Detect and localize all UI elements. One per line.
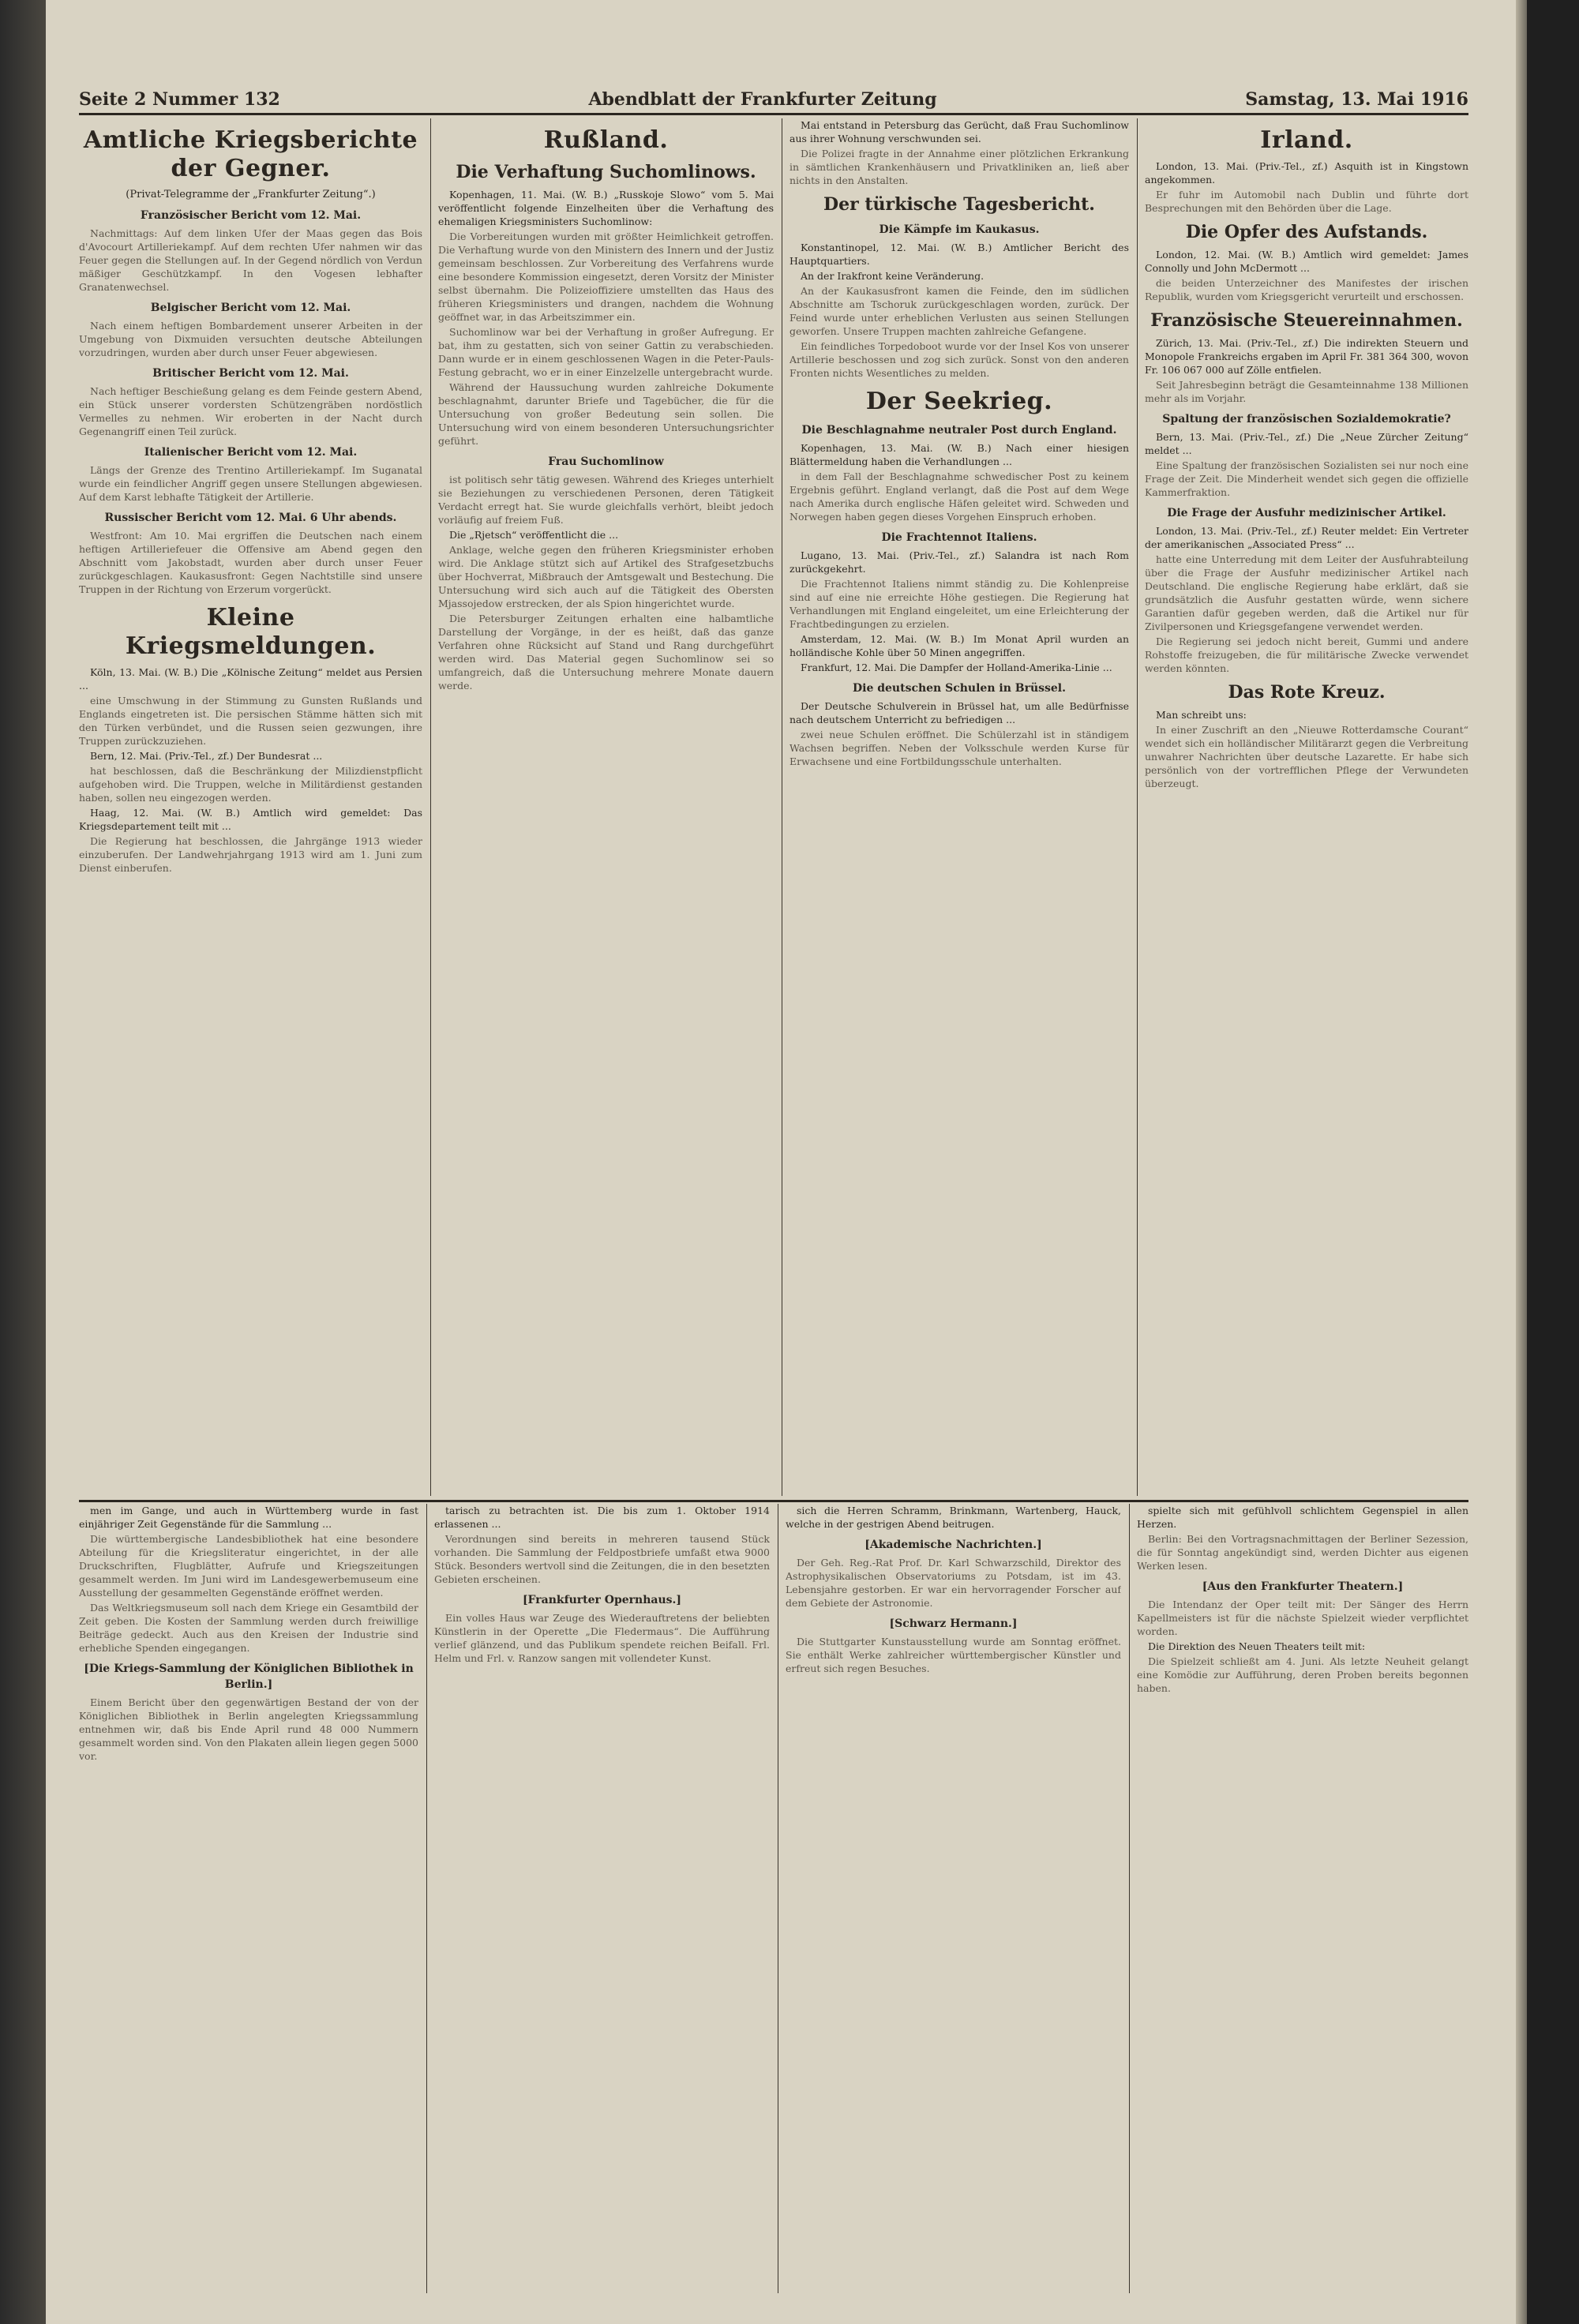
body-text: sich die Herren Schramm, Brinkmann, Wartenberg, Hauck, welche in der gestrigen Abend beitrugen. (786, 1505, 1121, 1530)
scan-page-edge (1516, 0, 1527, 2324)
feuilleton-col-4 (1137, 1504, 1468, 2293)
body-text: Der Deutsche Schulverein in Brüssel hat, um alle Bedürfnisse nach deutschem Unterricht zu befriedigen ... (790, 700, 1129, 725)
body-text: Verordnungen sind bereits in mehreren tausend Stück vorhanden. Die Sammlung der Feldpostbriefe umfaßt etwa 9000 Stück. Besonders wertvoll sind die Zeitungen, die in den besetzten Gebieten erscheinen. (434, 1533, 770, 1585)
column-1 (79, 118, 422, 1496)
section-heading: Britischer Bericht vom 12. Mai. (152, 367, 349, 380)
column-rule (1137, 118, 1138, 1496)
section-heading: [Schwarz Hermann.] (889, 1617, 1018, 1630)
article-subtitle: Die Opfer des Aufstands. (1185, 222, 1428, 242)
body-text: Die Spielzeit schließt am 4. Juni. Als letzte Neuheit gelangt eine Komödie zur Aufführung, deren Proben bereits begonnen haben. (1137, 1655, 1468, 1694)
article-subtitle: (Privat-Telegramme der „Frankfurter Zeitung“.) (126, 189, 376, 201)
article-title: Rußland. (543, 126, 669, 154)
body-text: hatte eine Unterredung mit dem Leiter der Ausfuhrabteilung über die Frage der Ausfuhr medizinischer Artikel nach Deutschland. Die englische Regierung habe erklärt, daß sie grundsätzlich die Ausfuhr gestatten würde, wenn sichere Garantien dafür gegeben werden, daß die Artikel nur für Zivilpersonen und Kriegsgefangene verwendet werden. (1145, 553, 1468, 632)
body-text: Zürich, 13. Mai. (Priv.-Tel., zf.) Die indirekten Steuern und Monopole Frankreichs ergaben im April Fr. 381 364 300, wovon Fr. 106 067 000 auf Zölle entfielen. (1145, 337, 1468, 376)
article-subtitle: Französische Steuereinnahmen. (1150, 310, 1463, 331)
article-subtitle: Die deutschen Schulen in Brüssel. (852, 682, 1067, 695)
body-text: Eine Spaltung der französischen Sozialisten sei nur noch eine Frage der Zeit. Die Minderheit wendet sich gegen die offizielle Kammerfraktion. (1145, 459, 1468, 498)
body-text: Das Weltkriegsmuseum soll nach dem Kriege ein Gesamtbild der Zeit geben. Die Kosten der Sammlung werden durch freiwillige Beiträge gedeckt. Auch aus den Kreisen der Industrie sind erhebliche Spenden eingegangen. (79, 1602, 418, 1654)
article-subtitle: Das Rote Kreuz. (1228, 682, 1386, 703)
body-text: Berlin: Bei den Vortragsnachmittagen der Berliner Sezession, die für Sonntag angekündigt sind, werden Dichter aus eigenen Werken lesen. (1137, 1533, 1468, 1572)
body-text: tarisch zu betrachten ist. Die bis zum 1. Oktober 1914 erlassenen ... (434, 1505, 770, 1530)
article-subtitle: Die Beschlagnahme neutraler Post durch England. (801, 424, 1117, 437)
article-subtitle: Die Kämpfe im Kaukasus. (879, 223, 1040, 236)
feuilleton-col-1 (79, 1504, 418, 2293)
body-text: Kopenhagen, 11. Mai. (W. B.) „Russkoje Slowo“ vom 5. Mai veröffentlicht folgende Einzelheiten über die Verhaftung des ehemaligen Kriegsministers Suchomlinow: (438, 189, 774, 227)
section-heading: Französischer Bericht vom 12. Mai. (140, 209, 362, 222)
column-2 (438, 118, 774, 1496)
article-subtitle: Die Frage der Ausfuhr medizinischer Artikel. (1167, 507, 1446, 519)
body-text: Man schreibt uns: (1156, 709, 1247, 721)
body-text: Die Regierung sei jedoch nicht bereit, Gummi und andere Rohstoffe freizugeben, die für militärische Zwecke verwendet werden könnten. (1145, 635, 1468, 674)
body-text: die beiden Unterzeichner des Manifestes der irischen Republik, wurden vom Kriegsgericht verurteilt und erschossen. (1145, 277, 1468, 302)
body-text: Die Petersburger Zeitungen erhalten eine halbamtliche Darstellung der Vorgänge, in der es heißt, daß das ganze Verfahren ohne Rücksicht auf Stand und Rang durchgeführt werden wird. Das Material gegen Suchomlinow sei so umfangreich, daß die Untersuchung mehrere Monate dauern werde. (438, 613, 774, 692)
body-text: Die „Rjetsch“ veröffentlicht die ... (449, 529, 619, 541)
body-text: men im Gange, und auch in Württemberg wurde in fast einjähriger Zeit Gegenstände für die Sammlung ... (79, 1505, 418, 1530)
column-4 (1145, 118, 1468, 1496)
body-text: Kopenhagen, 13. Mai. (W. B.) Nach einer hiesigen Blättermeldung haben die Verhandlungen ... (790, 442, 1129, 467)
feuilleton-rule (79, 1500, 1468, 1502)
section-heading: [Aus den Frankfurter Theatern.] (1202, 1580, 1404, 1593)
section-heading: [Frankfurter Opernhaus.] (522, 1594, 682, 1606)
body-text: Nachmittags: Auf dem linken Ufer der Maas gegen das Bois d'Avocourt Artilleriekampf. Auf dem rechten Ufer nahmen wir das Feuer gegen die Stellungen auf. In der Gegend nördlich von Verdun mäßiger Geschützkampf. In den Vogesen lebhafter Granatenwechsel. (79, 227, 422, 293)
article-subtitle: Spaltung der französischen Sozialdemokratie? (1162, 413, 1451, 425)
article-title: Der Seekrieg. (865, 388, 1053, 415)
body-text: Suchomlinow war bei der Verhaftung in großer Aufregung. Er bat, ihm zu gestatten, sich von seiner Gattin zu verabschieden. Dann wurde er in einem geschlossenen Wagen in die Peter-Pauls-Festung gebracht, wo er in einer Einzelzelle untergebracht wurde. (438, 326, 774, 378)
body-text: ist politisch sehr tätig gewesen. Während des Krieges unterhielt sie Beziehungen zu verschiedenen Personen, deren Tätigkeit Verdacht erregt hat. Sie wurde gleichfalls verhört, bleibt jedoch vorläufig auf freiem Fuß. (438, 474, 774, 526)
body-text: Köln, 13. Mai. (W. B.) Die „Kölnische Zeitung“ meldet aus Persien ... (79, 666, 422, 692)
page-header (79, 87, 1468, 115)
body-text: Die Vorbereitungen wurden mit größter Heimlichkeit getroffen. Die Verhaftung wurde von den Ministern des Innern und der Justiz gemeinsam beschlossen. Zur Vorbereitung des Verfahrens wurde eine besondere Kommission eingesetzt, deren Vorsitz der Minister selbst übernahm. Die Polizeioffiziere umstellten das Haus des früheren Kriegsministers und drangen, nachdem die Wohnung geöffnet war, in das Arbeitszimmer ein. (438, 231, 774, 323)
body-text: Westfront: Am 10. Mai ergriffen die Deutschen nach einem heftigen Artilleriefeuer die Offensive am Abend gegen den Abschnitt vom Jakobstadt, wurden aber durch unser Feuer zurückgeschlagen. Kaukasusfront: Gegen Nachtstille sind unsere Truppen in der Richtung von Erzerum vorgerückt. (79, 530, 422, 595)
body-text: Frankfurt, 12. Mai. Die Dampfer der Holland-Amerika-Linie ... (801, 662, 1112, 673)
body-text: in dem Fall der Beschlagnahme schwedischer Post zu keinem Ergebnis geführt. England verlangt, daß die Post auf dem Wege nach Amerika durch englische Häfen geleitet wird. Schweden und Norwegen haben gegen dieses Vorgehen Einspruch erhoben. (790, 470, 1129, 523)
body-text: Während der Haussuchung wurden zahlreiche Dokumente beschlagnahmt, darunter Briefe und Tagebücher, die für die Untersuchung von großer Bedeutung sein sollen. Die Untersuchung wird von einem besonderen Untersuchungsrichter geführt. (438, 381, 774, 447)
body-text: Die württembergische Landesbibliothek hat eine besondere Abteilung für die Kriegsliteratur eingerichtet, in der alle Druckschriften, Flugblätter, Aufrufe und Kriegszeitungen gesammelt werden. Im Juni wird im Landesgewerbemuseum eine Ausstellung der gesammelten Gegenstände eröffnet werden. (79, 1533, 418, 1599)
body-text: In einer Zuschrift an den „Nieuwe Rotterdamsche Courant“ wendet sich ein holländischer Militärarzt gegen die Verbreitung unwahrer Nachrichten über deutsche Lazarette. Er habe sich persönlich von der vortrefflichen Pflege der Verwundeten überzeugt. (1145, 724, 1468, 789)
body-text: Ein feindliches Torpedoboot wurde vor der Insel Kos von unserer Artillerie beschossen und zog sich zurück. Sonst von den anderen Fronten nichts Wesentliches zu melden. (790, 340, 1129, 379)
body-text: An der Kaukasusfront kamen die Feinde, den im südlichen Abschnitte am Tschoruk zurückgeschlagen worden, zurück. Der Feind wurde unter erheblichen Verlusten aus seinen Stellungen geworfen. Unsere Truppen machten zahlreiche Gefangene. (790, 285, 1129, 337)
body-text: London, 13. Mai. (Priv.-Tel., zf.) Reuter meldet: Ein Vertreter der amerikanischen „Associated Press“ ... (1145, 525, 1468, 550)
body-text: Amsterdam, 12. Mai. (W. B.) Im Monat April wurden an holländische Kohle über 50 Minen angegriffen. (790, 633, 1129, 658)
article-subtitle: Die Frachtennot Italiens. (881, 531, 1037, 544)
article-title: Irland. (1260, 126, 1353, 154)
body-text: Mai entstand in Petersburg das Gerücht, daß Frau Suchomlinow aus ihrer Wohnung verschwunden sei. (790, 119, 1129, 144)
header-center: Abendblatt der Frankfurter Zeitung (588, 89, 937, 110)
header-right: Samstag, 13. Mai 1916 (1245, 89, 1468, 110)
header-left: Seite 2 Nummer 132 (79, 89, 280, 110)
body-text: Längs der Grenze des Trentino Artilleriekampf. Im Suganatal wurde ein feindlicher Angriff gegen unsere Stellungen abgewiesen. Auf dem Karst lebhafte Tätigkeit der Artillerie. (79, 464, 422, 503)
feuilleton-col-2 (434, 1504, 770, 2293)
body-text: spielte sich mit gefühlvoll schlichtem Gegenspiel in allen Herzen. (1137, 1505, 1468, 1530)
body-text: Er fuhr im Automobil nach Dublin und führte dort Besprechungen mit den Behörden über die Lage. (1145, 189, 1468, 214)
body-text: zwei neue Schulen eröffnet. Die Schülerzahl ist in ständigem Wachsen begriffen. Neben der Volksschule werden Kurse für Erwachsene und eine Fortbildungsschule unterhalten. (790, 729, 1129, 767)
section-heading: [Akademische Nachrichten.] (865, 1539, 1042, 1551)
body-text: Bern, 13. Mai. (Priv.-Tel., zf.) Die „Neue Zürcher Zeitung“ meldet ... (1145, 431, 1468, 456)
body-text: Anklage, welche gegen den früheren Kriegsminister erhoben wird. Die Anklage stützt sich auf Artikel des Strafgesetzbuchs über Hochverrat, Mißbrauch der Amtsgewalt und Bestechung. Die Untersuchung wird sich auch auf die Tätigkeit des Obersten Mjassojedow erstrecken, der als Spion hingerichtet wurde. (438, 544, 774, 609)
body-text: Seit Jahresbeginn beträgt die Gesamteinnahme 138 Millionen mehr als im Vorjahr. (1145, 379, 1468, 404)
body-text: Der Geh. Reg.-Rat Prof. Dr. Karl Schwarzschild, Direktor des Astrophysikalischen Observatoriums zu Potsdam, ist im 43. Lebensjahre gestorben. Er war ein hervorragender Forscher auf dem Gebiete der Astronomie. (786, 1557, 1121, 1609)
feuilleton-col-3 (786, 1504, 1121, 2293)
body-text: Die Frachtennot Italiens nimmt ständig zu. Die Kohlenpreise sind auf eine nie erreichte Höhe gestiegen. Die Regierung hat Verhandlungen mit England eingeleitet, um eine Erleichterung der Frachtbedingungen zu erzielen. (790, 578, 1129, 630)
body-text: Die Polizei fragte in der Annahme einer plötzlichen Erkrankung in sämtlichen Krankenhäusern und Privatkliniken an, ließ aber nichts in den Anstalten. (790, 148, 1129, 186)
body-text: An der Irakfront keine Veränderung. (801, 270, 985, 282)
article-subtitle: Die Verhaftung Suchomlinows. (456, 162, 756, 182)
section-heading: Frau Suchomlinow (548, 455, 664, 468)
section-heading: Russischer Bericht vom 12. Mai. 6 Uhr abends. (104, 512, 397, 524)
body-text: Nach heftiger Beschießung gelang es dem Feinde gestern Abend, ein Stück unserer vordersten Schützengräben nordöstlich Vermelles zu nehmen. Wir eroberten in der Nacht durch Gegenangriff einen Teil zurück. (79, 385, 422, 437)
body-text: hat beschlossen, daß die Beschränkung der Milizdienstpflicht aufgehoben wird. Die Truppen, welche in Militärdienst gestanden haben, sollen neu eingezogen werden. (79, 765, 422, 804)
column-rule (1129, 1504, 1130, 2293)
column-rule (426, 1504, 427, 2293)
section-heading: [Die Kriegs-Sammlung der Königlichen Bibliothek in Berlin.] (84, 1662, 414, 1691)
body-text: Bern, 12. Mai. (Priv.-Tel., zf.) Der Bundesrat ... (90, 750, 323, 762)
column-rule (430, 118, 431, 1496)
body-text: London, 13. Mai. (Priv.-Tel., zf.) Asquith ist in Kingstown angekommen. (1145, 160, 1468, 186)
article-title: Amtliche Kriegsberichte der Gegner. (83, 126, 418, 182)
body-text: London, 12. Mai. (W. B.) Amtlich wird gemeldet: James Connolly und John McDermott ... (1145, 249, 1468, 274)
body-text: Nach einem heftigen Bombardement unserer Arbeiten in der Umgebung von Dixmuiden versuchten deutsche Abteilungen vorzudringen, wurden aber durch unser Feuer abgewiesen. (79, 320, 422, 358)
body-text: Die Intendanz der Oper teilt mit: Der Sänger des Herrn Kapellmeisters ist für die nächste Spielzeit wieder verpflichtet worden. (1137, 1599, 1468, 1637)
body-text: Haag, 12. Mai. (W. B.) Amtlich wird gemeldet: Das Kriegsdepartement teilt mit ... (79, 807, 422, 832)
body-text: eine Umschwung in der Stimmung zu Gunsten Rußlands und Englands eingetreten ist. Die persischen Stämme hätten sich mit den Türken verbündet, und die Russen seien gezwungen, ihre Truppen zurückzuziehen. (79, 695, 422, 747)
body-text: Die Direktion des Neuen Theaters teilt mit: (1148, 1640, 1366, 1652)
body-text: Einem Bericht über den gegenwärtigen Bestand der von der Königlichen Bibliothek in Berlin angelegten Kriegssammlung entnehmen wir, daß bis Ende April rund 48 000 Nummern gesammelt worden sind. Von den Plakaten allein liegen gegen 5000 vor. (79, 1696, 418, 1762)
section-heading: Belgischer Bericht vom 12. Mai. (150, 302, 351, 314)
body-text: Ein volles Haus war Zeuge des Wiederauftretens der beliebten Künstlerin in der Operette „Die Fledermaus“. Die Aufführung verlief glänzend, und das Publikum spendete reichen Beifall. Frl. Helm und Frl. v. Ranzow sangen mit vollendeter Kunst. (434, 1612, 770, 1664)
body-text: Die Regierung hat beschlossen, die Jahrgänge 1913 wieder einzuberufen. Der Landwehrjahrgang 1913 wird am 1. Juni zum Dienst einberufen. (79, 835, 422, 874)
body-text: Die Stuttgarter Kunstausstellung wurde am Sonntag eröffnet. Sie enthält Werke zahlreicher württembergischer Künstler und erfreut sich regen Besuches. (786, 1636, 1121, 1674)
scan-right-edge (1527, 0, 1579, 2324)
column-3 (790, 118, 1129, 1496)
section-heading: Italienischer Bericht vom 12. Mai. (144, 446, 358, 459)
body-text: Konstantinopel, 12. Mai. (W. B.) Amtlicher Bericht des Hauptquartiers. (790, 242, 1129, 267)
scan-left-edge (0, 0, 46, 2324)
article-title: Kleine Kriegsmeldungen. (125, 604, 377, 660)
article-title: Der türkische Tagesbericht. (823, 194, 1095, 215)
body-text: Lugano, 13. Mai. (Priv.-Tel., zf.) Salandra ist nach Rom zurückgekehrt. (790, 549, 1129, 575)
